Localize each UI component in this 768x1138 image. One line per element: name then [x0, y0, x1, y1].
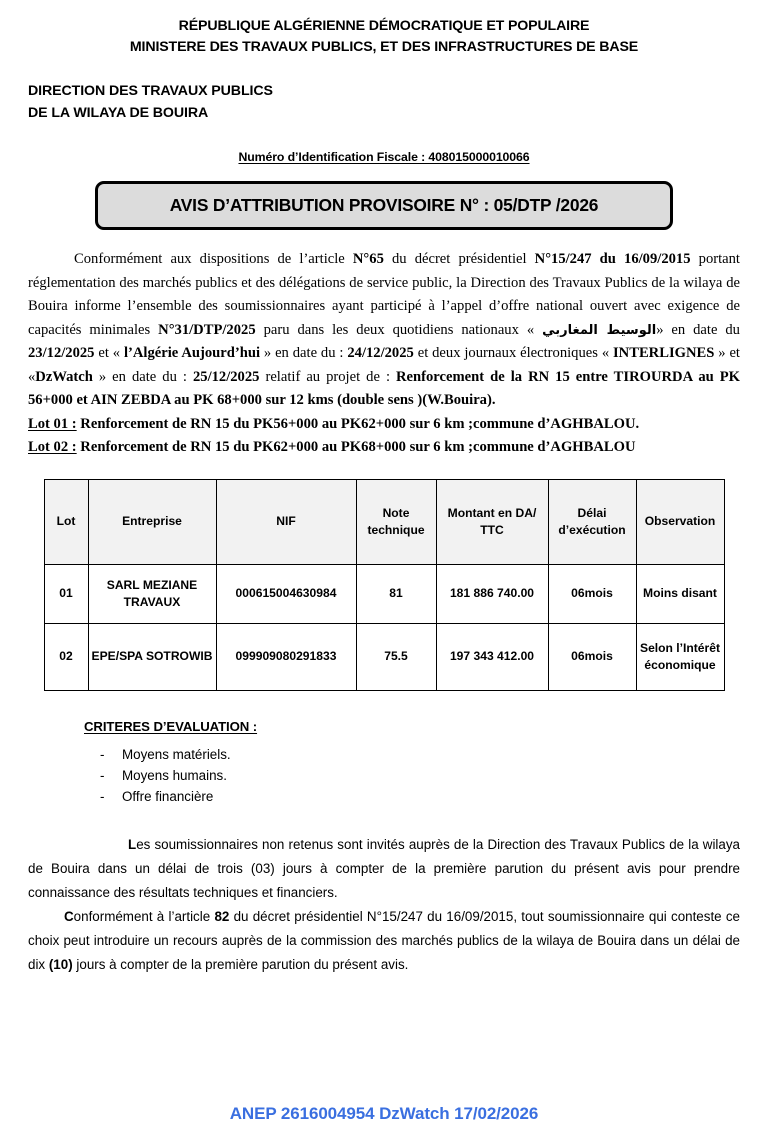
intro-text-n: et deux journaux électroniques « — [413, 345, 613, 361]
ministry-line: MINISTERE DES TRAVAUX PUBLICS, ET DES INFRASTRUCTURES DE BASE — [129, 39, 639, 55]
intro-text-h: » en date du — [656, 321, 740, 338]
cell-observation: Moins disant — [636, 564, 724, 623]
page-title: AVIS D’ATTRIBUTION PROVISOIRE N° : 05/DTP /2026 — [169, 195, 599, 215]
anep-footer — [0, 1104, 768, 1124]
direction-block — [28, 80, 740, 124]
intro-text-r: » en date du : — [92, 368, 193, 385]
notice-title-box — [95, 181, 673, 230]
project-description: Renforcement de la RN 15 entre TIROURDA au PK 56+000 et AIN ZEBDA au PK 68+000 sur 12 kms (double sens )(W.Bouira). — [28, 368, 741, 408]
direction-line-2: DE LA WILAYA DE BOUIRA — [28, 105, 209, 121]
e-journal-2: DzWatch — [35, 368, 93, 385]
cell-observation: Selon l’Intérêt économique — [636, 623, 724, 690]
table-row — [44, 564, 724, 623]
cell-entreprise: EPE/SPA SOTROWIB — [88, 623, 216, 690]
cell-montant: 197 343 412.00 — [436, 623, 548, 690]
table-header-row — [44, 479, 724, 564]
attribution-table-container — [28, 479, 740, 691]
column-header-montant: Montant en DA/ TTC — [436, 479, 548, 564]
intro-text-p: » et « — [28, 345, 740, 385]
recourse-article-number: 82 — [214, 908, 230, 924]
intro-paragraph-block — [28, 248, 740, 460]
lot-2-text: Renforcement de RN 15 du PK62+000 au PK68+000 sur 6 km ;commune d’AGHBALOU — [76, 439, 636, 455]
fiscal-identification-label: Numéro d’Identification Fiscale : 408015000010066 — [238, 150, 530, 164]
lot-1-text: Renforcement de RN 15 du PK56+000 au PK62+000 sur 6 km ;commune d’AGHBALOU. — [76, 415, 640, 432]
closing-2-text-d: du décret présidentiel N°15/247 du 16/09/2015, tout soumissionnaire qui conteste ce choix peut introduire un recours auprès de la commission des marchés publics de la wilaya de Bouira dans un délai de dix — [28, 908, 741, 972]
intro-text-c: du décret présidentiel — [383, 251, 535, 267]
cell-delai: 06mois — [548, 623, 636, 690]
lot-line-1 — [28, 413, 740, 437]
intro-text-l: » en date du : — [260, 345, 348, 361]
closing-2-text-b: onformément à l’article — [73, 908, 215, 924]
evaluation-criteria-block — [28, 719, 740, 807]
closing-1-dropcap: L — [128, 836, 137, 852]
column-header-delai: Délai d’exécution — [548, 479, 636, 564]
newspaper-name-arabic: الوسيط المغاربي — [542, 322, 657, 338]
cell-note-technique: 75.5 — [356, 623, 436, 690]
cell-entreprise: SARL MEZIANE TRAVAUX — [88, 564, 216, 623]
cell-delai: 06mois — [548, 564, 636, 623]
evaluation-criteria-list — [84, 744, 740, 807]
closing-2-text-f: jours à compter de la première parution du présent avis. — [72, 956, 409, 972]
evaluation-criteria-title: CRITERES D’EVALUATION : — [84, 718, 258, 734]
republic-line: RÉPUBLIQUE ALGÉRIENNE DÉMOCRATIQUE ET POPULAIRE — [178, 18, 590, 34]
decree-reference: N°15/247 du 16/09/2015 — [534, 251, 691, 267]
recourse-days-count: (10) — [48, 956, 73, 972]
column-header-observation: Observation — [636, 479, 724, 564]
tender-number: N°31/DTP/2025 — [158, 321, 256, 338]
closing-paragraph-1 — [28, 833, 740, 905]
lot-1-label: Lot 01 : — [28, 415, 77, 432]
column-header-note-technique: Note technique — [356, 479, 436, 564]
e-journal-1: INTERLIGNES — [613, 345, 715, 361]
intro-text-a: Conformément aux dispositions de l’article — [74, 251, 353, 267]
intro-text-e: portant réglementation des marchés publics et des délégations de service public, la Direction des Travaux Publics de la wilaya de Bouira informe l’ensemble des soumissionnaires ayant participé à l’appel d’offre national ouvert avec exigence de capacités minimales — [28, 251, 740, 338]
publication-date-3: 25/12/2025 — [192, 368, 260, 385]
column-header-entreprise: Entreprise — [88, 479, 216, 564]
direction-line-1: DIRECTION DES TRAVAUX PUBLICS — [28, 83, 273, 99]
closing-2-dropcap: C — [64, 908, 74, 924]
anep-reference: ANEP 2616004954 DzWatch 17/02/2026 — [229, 1104, 539, 1123]
column-header-nif: NIF — [216, 479, 356, 564]
intro-paragraph — [28, 248, 740, 413]
list-item: - Moyens matériels. — [84, 744, 740, 765]
lot-2-label: Lot 02 : — [28, 439, 77, 455]
cell-note-technique: 81 — [356, 564, 436, 623]
closing-paragraph-2 — [28, 905, 740, 977]
cell-nif: 099909080291833 — [216, 623, 356, 690]
table-row — [44, 623, 724, 690]
cell-nif: 000615004630984 — [216, 564, 356, 623]
national-header — [28, 0, 740, 58]
cell-lot: 01 — [44, 564, 88, 623]
closing-paragraphs — [28, 833, 740, 977]
attribution-table — [44, 479, 725, 691]
publication-date-1: 23/12/2025 — [28, 345, 95, 361]
column-header-lot: Lot — [44, 479, 88, 564]
intro-text-g: paru dans les deux quotidiens nationaux « — [255, 321, 543, 338]
publication-date-2: 24/12/2025 — [347, 345, 414, 361]
newspaper-name-fr: l’Algérie Aujourd’hui — [123, 345, 261, 361]
notice-title-container — [28, 181, 740, 230]
article-number: N°65 — [352, 251, 384, 267]
fiscal-identification-number — [28, 150, 740, 164]
cell-montant: 181 886 740.00 — [436, 564, 548, 623]
closing-1-text: es soumissionnaires non retenus sont invités auprès de la Direction des Travaux Publics de la wilaya de Bouira dans un délai de trois (03) jours à compter de la première parution du présent avis pour prendre connaissance des résultats techniques et financiers. — [28, 836, 740, 900]
list-item: - Offre financière — [84, 786, 740, 807]
intro-text-t: relatif au projet de : — [259, 368, 397, 385]
lot-line-2 — [28, 436, 740, 460]
cell-lot: 02 — [44, 623, 88, 690]
list-item: - Moyens humains. — [84, 765, 740, 786]
intro-text-j: et « — [94, 345, 124, 361]
